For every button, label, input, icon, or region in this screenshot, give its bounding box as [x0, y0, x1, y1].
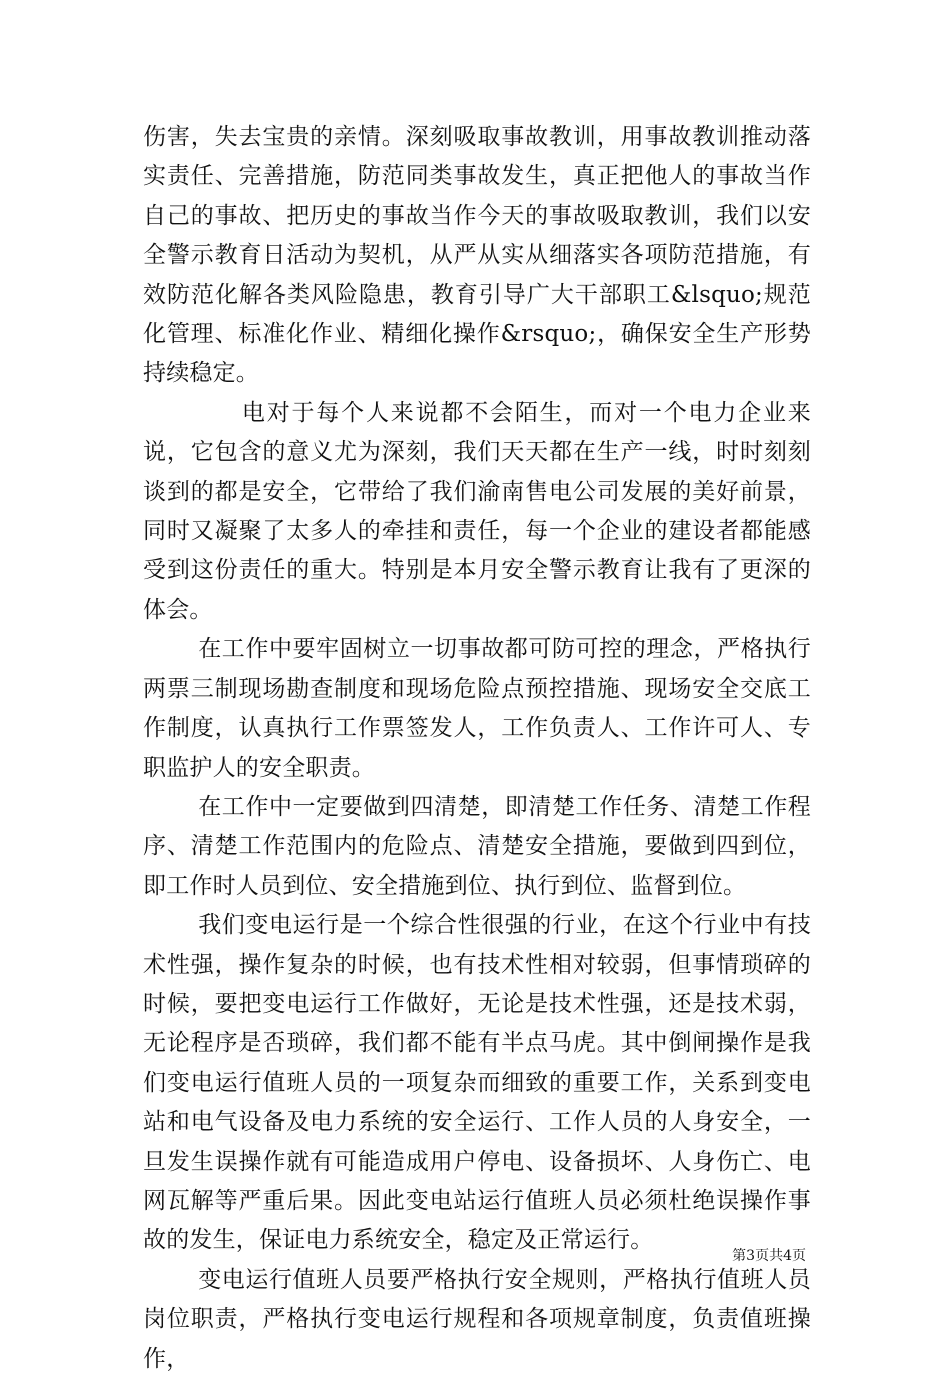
paragraph-1: 伤害，失去宝贵的亲情。深刻吸取事故教训，用事故教训推动落实责任、完善措施，防范同类事故发生，真正把他人的事故当作自己的事故、把历史的事故当作今天的事故吸取教训，我们以安全警示教育日活动为契机，从严从实从细落实各项防范措施，有效防范化解各类风险隐患，教育引导广大干部职工&lsquo;规范化管理、标准化作业、精细化操作&rsquo;，确保安全生产形势持续稳定。 [143, 124, 811, 387]
paragraph-5: 我们变电运行是一个综合性很强的行业，在这个行业中有技术性强，操作复杂的时候，也有技术性相对较弱，但事情琐碎的时候，要把变电运行工作做好，无论是技术性强，还是技术弱，无论程序是否琐碎，我们都不能有半点马虎。其中倒闸操作是我们变电运行值班人员的一项复杂而细致的重要工作，关系到变电站和电气设备及电力系统的安全运行、工作人员的人身安全，一旦发生误操作就有可能造成用户停电、设备损坏、人身伤亡、电网瓦解等严重后果。因此变电站运行值班人员必须杜绝误操作事故的发生，保证电力系统安全，稳定及正常运行。 [143, 912, 811, 1254]
document-body [143, 118, 811, 1379]
paragraph-2: 电对于每个人来说都不会陌生，而对一个电力企业来说，它包含的意义尤为深刻，我们天天都在生产一线，时时刻刻谈到的都是安全，它带给了我们渝南售电公司发展的美好前景，同时又凝聚了太多人的牵挂和责任，每一个企业的建设者都能感受到这份责任的重大。特别是本月安全警示教育让我有了更深的体会。 [143, 399, 811, 623]
paragraph-3: 在工作中要牢固树立一切事故都可防可控的理念，严格执行两票三制现场勘查制度和现场危险点预控措施、现场安全交底工作制度，认真执行工作票签发人，工作负责人、工作许可人、专职监护人的安全职责。 [143, 636, 811, 781]
paragraph-4: 在工作中一定要做到四清楚，即清楚工作任务、清楚工作程序、清楚工作范围内的危险点、清楚安全措施，要做到四到位，即工作时人员到位、安全措施到位、执行到位、监督到位。 [143, 793, 811, 899]
page-number: 第3页共4页 [732, 1248, 806, 1264]
paragraph-6: 变电运行值班人员要严格执行安全规则，严格执行值班人员岗位职责，严格执行变电运行规程和各项规章制度，负责值班操作， [143, 1266, 811, 1372]
